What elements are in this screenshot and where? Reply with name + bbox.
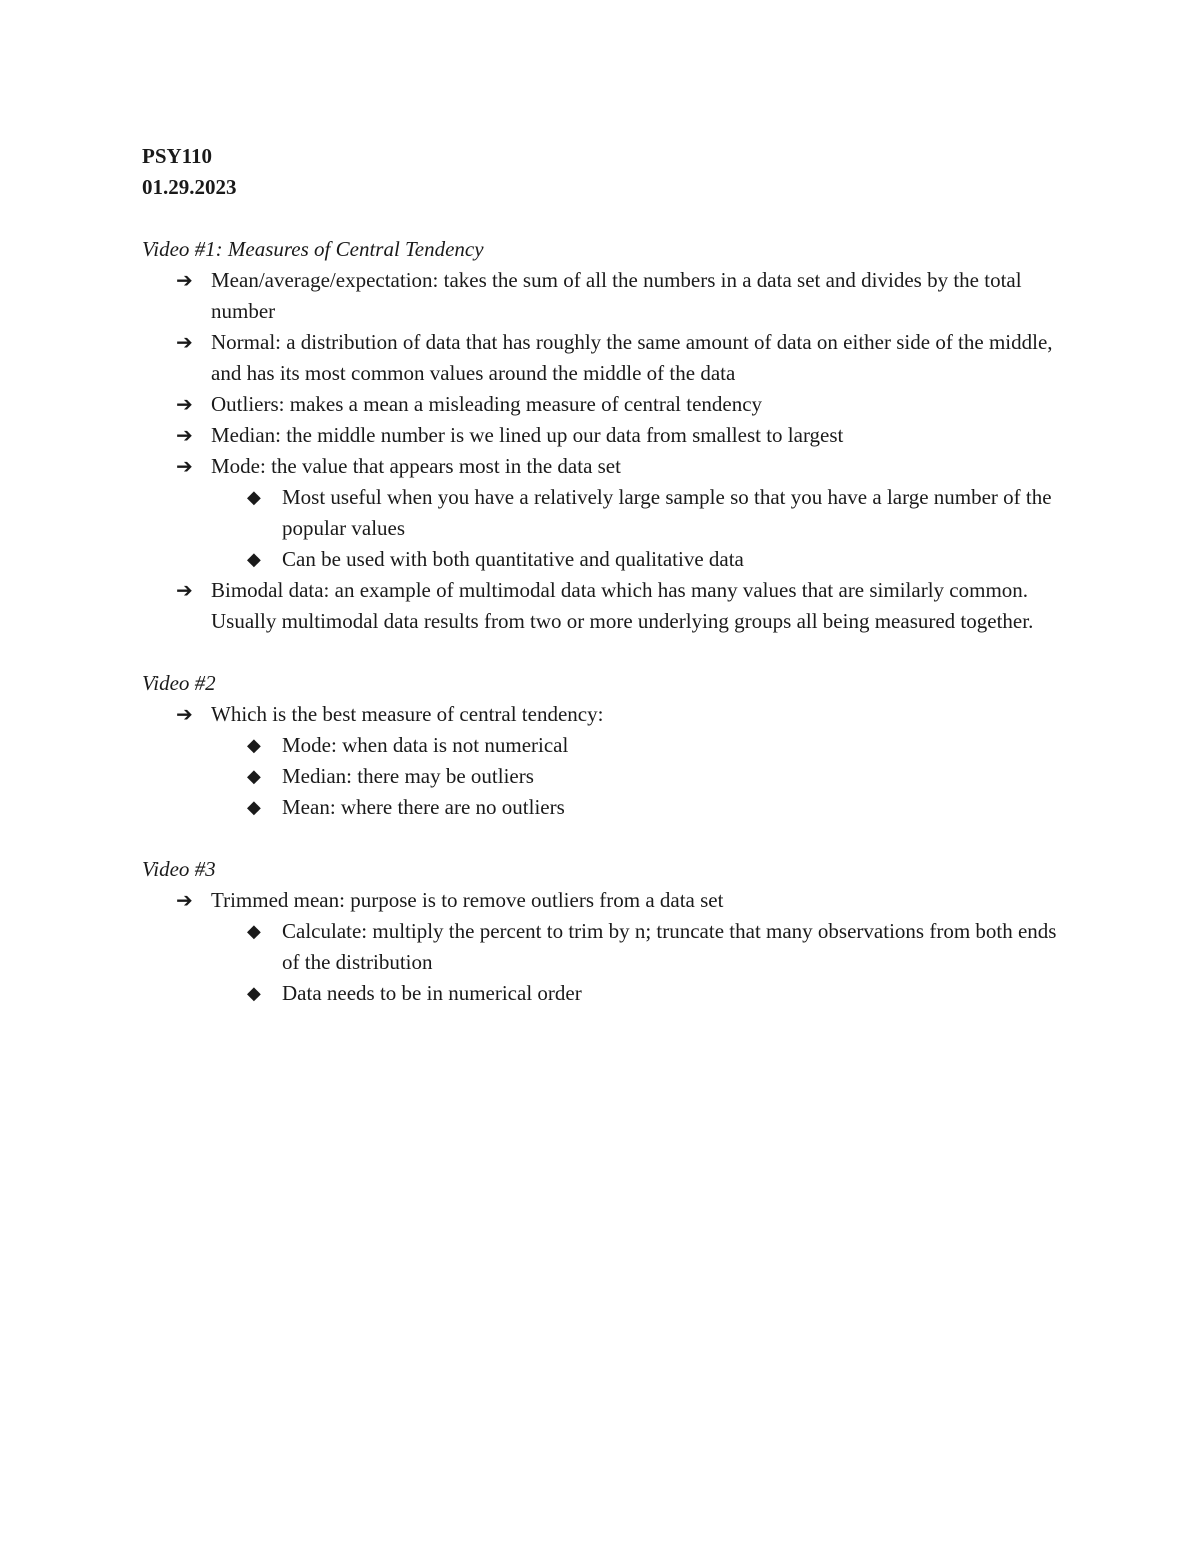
arrow-right-icon: ➔ [176, 392, 193, 416]
arrow-right-icon: ➔ [176, 702, 193, 726]
section-video-2 [142, 668, 1072, 823]
list-item-text: Which is the best measure of central tendency: [211, 702, 604, 726]
course-title: PSY110 [142, 144, 213, 168]
spacer [142, 637, 1072, 668]
diamond-bullet-icon: ◆ [247, 735, 261, 756]
list-item [142, 699, 1072, 823]
document-page [142, 141, 1072, 1009]
list-item-text: Mode: the value that appears most in the data set [211, 454, 621, 478]
list-item [142, 420, 1072, 451]
list-item-text: Bimodal data: an example of multimodal data which has many values that are similarly common. Usually multimodal data results from two or more underlying groups all being measured together. [211, 578, 1034, 633]
bullet-list [142, 885, 1072, 1009]
sub-list-item-text: Can be used with both quantitative and qualitative data [282, 547, 744, 571]
sub-list-item-text: Most useful when you have a relatively large sample so that you have a large number of the popular values [282, 485, 1052, 540]
arrow-right-icon: ➔ [176, 454, 193, 478]
section-heading: Video #1: Measures of Central Tendency [142, 237, 484, 261]
section-heading: Video #2 [142, 671, 216, 695]
arrow-right-icon: ➔ [176, 423, 193, 447]
arrow-right-icon: ➔ [176, 888, 193, 912]
list-item-text: Trimmed mean: purpose is to remove outliers from a data set [211, 888, 724, 912]
sub-list-item [211, 916, 1072, 978]
sub-list-item [211, 544, 1072, 575]
list-item-text: Outliers: makes a mean a misleading measure of central tendency [211, 392, 763, 416]
arrow-right-icon: ➔ [176, 330, 193, 354]
bullet-list [142, 699, 1072, 823]
sub-list-item [211, 792, 1072, 823]
sub-list-item-text: Calculate: multiply the percent to trim by n; truncate that many observations from both ends of the distribution [282, 919, 1057, 974]
arrow-right-icon: ➔ [176, 268, 193, 292]
list-item [142, 885, 1072, 1009]
sub-list-item-text: Mean: where there are no outliers [282, 795, 565, 819]
list-item-text: Mean/average/expectation: takes the sum of all the numbers in a data set and divides by the total number [211, 268, 1022, 323]
sub-list-item [211, 978, 1072, 1009]
list-item [142, 265, 1072, 327]
spacer [142, 203, 1072, 234]
sub-list-item [211, 730, 1072, 761]
diamond-bullet-icon: ◆ [247, 921, 261, 942]
list-item-text: Median: the middle number is we lined up our data from smallest to largest [211, 423, 844, 447]
diamond-bullet-icon: ◆ [247, 487, 261, 508]
sub-bullet-list [211, 916, 1072, 1009]
diamond-bullet-icon: ◆ [247, 983, 261, 1004]
list-item [142, 327, 1072, 389]
spacer [142, 823, 1072, 854]
arrow-right-icon: ➔ [176, 578, 193, 602]
bullet-list [142, 265, 1072, 637]
section-video-3 [142, 854, 1072, 1009]
section-heading: Video #3 [142, 857, 216, 881]
note-date: 01.29.2023 [142, 175, 237, 199]
list-item [142, 575, 1072, 637]
sub-bullet-list [211, 730, 1072, 823]
sub-list-item-text: Mode: when data is not numerical [282, 733, 569, 757]
sub-bullet-list [211, 482, 1072, 575]
diamond-bullet-icon: ◆ [247, 766, 261, 787]
sub-list-item [211, 761, 1072, 792]
sub-list-item [211, 482, 1072, 544]
sub-list-item-text: Median: there may be outliers [282, 764, 534, 788]
list-item [142, 451, 1072, 575]
diamond-bullet-icon: ◆ [247, 549, 261, 570]
diamond-bullet-icon: ◆ [247, 797, 261, 818]
list-item-text: Normal: a distribution of data that has roughly the same amount of data on either side of the middle, and has its most common values around the middle of the data [211, 330, 1053, 385]
sub-list-item-text: Data needs to be in numerical order [282, 981, 582, 1005]
section-video-1 [142, 234, 1072, 637]
list-item [142, 389, 1072, 420]
